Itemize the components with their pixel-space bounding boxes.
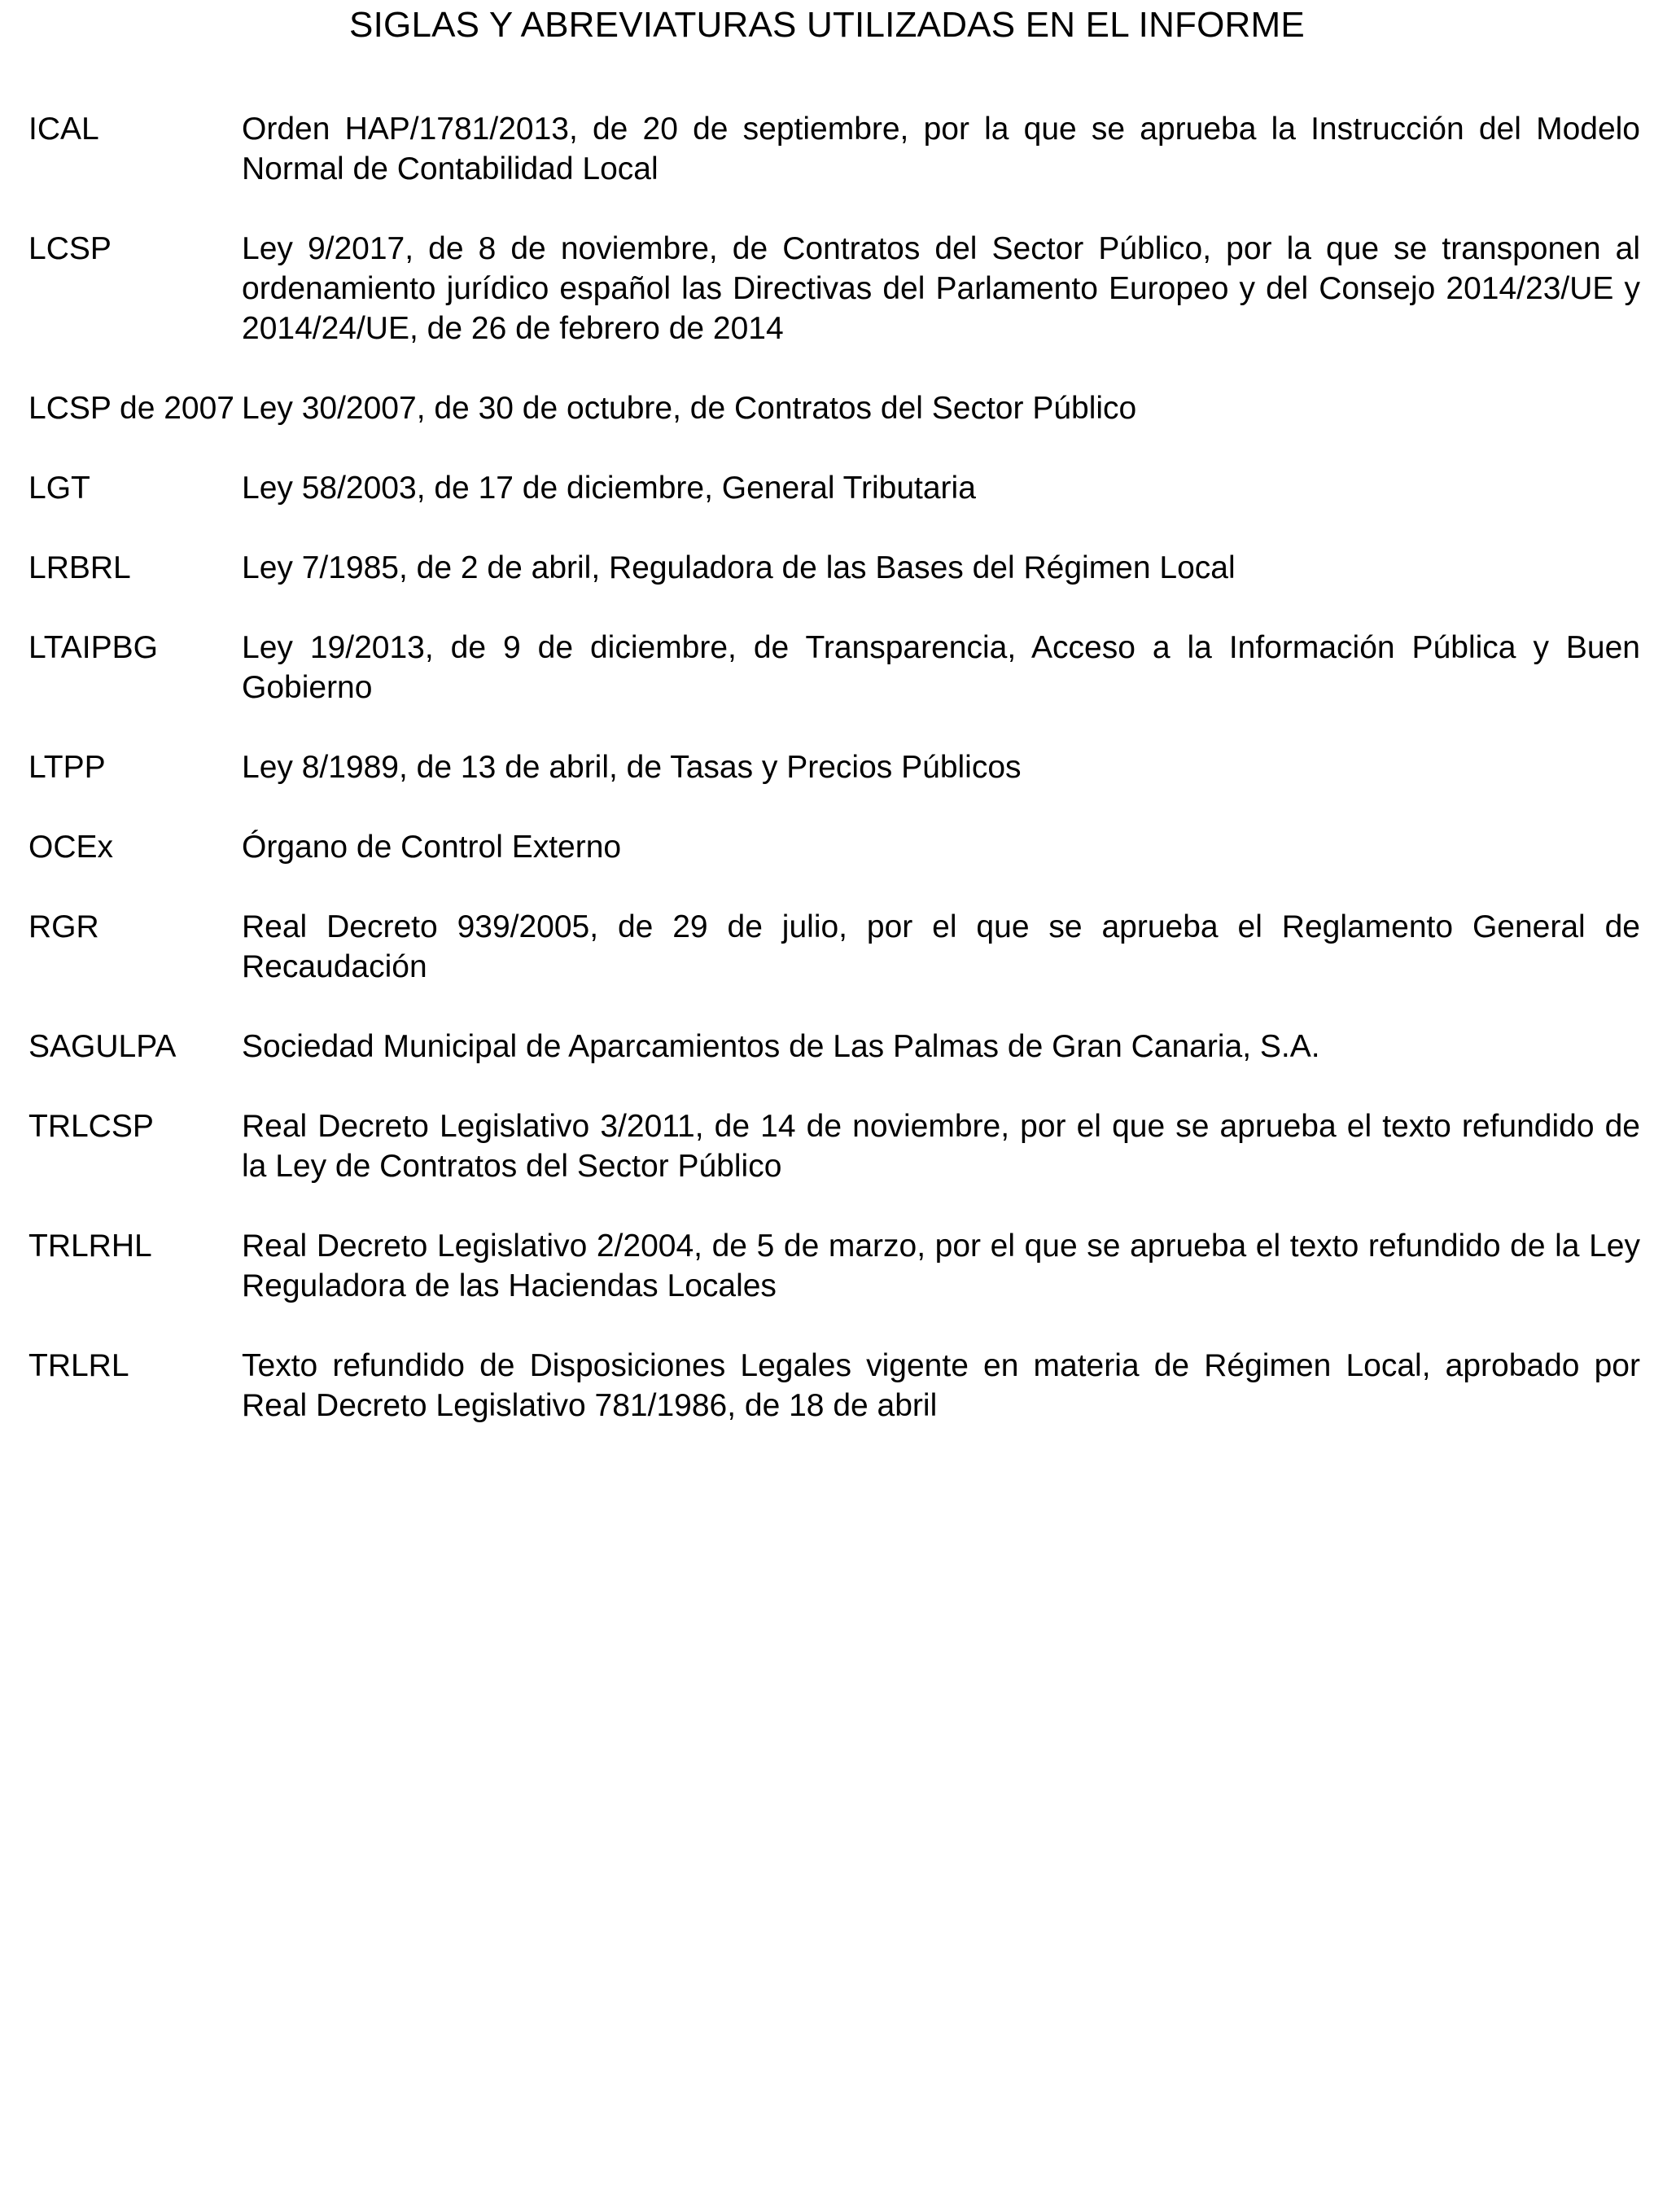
- abbreviations-list: [28, 109, 1640, 1465]
- abbreviation-definition: Real Decreto Legislativo 3/2011, de 14 de noviembre, por el que se aprueba el texto refundido de la Ley de Contratos del Sector Público: [242, 1109, 1640, 1184]
- abbreviation-definition: Órgano de Control Externo: [242, 830, 622, 865]
- abbreviation-entry-rgr: [28, 907, 1640, 987]
- abbreviation-term: TRLCSP: [28, 1109, 154, 1144]
- abbreviation-entry-lrbrl: [28, 548, 1640, 588]
- abbreviation-definition: Texto refundido de Disposiciones Legales vigente en materia de Régimen Local, aprobado por Real Decreto Legislativo 781/1986, de 18 de abril: [242, 1348, 1640, 1423]
- abbreviation-entry-trlcsp: [28, 1106, 1640, 1186]
- abbreviation-term: ICAL: [28, 112, 99, 147]
- abbreviation-term: RGR: [28, 909, 99, 944]
- abbreviation-term: TRLRHL: [28, 1229, 152, 1264]
- abbreviation-definition: Real Decreto 939/2005, de 29 de julio, por el que se aprueba el Reglamento General de Recaudación: [242, 909, 1640, 984]
- abbreviation-entry-lgt: [28, 468, 1640, 508]
- abbreviation-definition: Orden HAP/1781/2013, de 20 de septiembre, por la que se aprueba la Instrucción del Modelo Normal de Contabilidad Local: [242, 112, 1640, 186]
- abbreviation-term: LCSP: [28, 231, 112, 266]
- page-title: SIGLAS Y ABREVIATURAS UTILIZADAS EN EL INFORME: [349, 5, 1305, 45]
- abbreviation-term: TRLRL: [28, 1348, 129, 1383]
- abbreviation-term: LTPP: [28, 750, 106, 785]
- abbreviation-entry-ltaipbg: [28, 628, 1640, 707]
- abbreviation-definition: Ley 30/2007, de 30 de octubre, de Contratos del Sector Público: [242, 391, 1137, 426]
- abbreviation-definition: Ley 9/2017, de 8 de noviembre, de Contratos del Sector Público, por la que se transponen al ordenamiento jurídico español las Directivas del Parlamento Europeo y del Consejo 2014/23/UE y 2014/24/UE, de 26 de febrero de 2014: [242, 231, 1640, 346]
- abbreviation-definition: Sociedad Municipal de Aparcamientos de Las Palmas de Gran Canaria, S.A.: [242, 1029, 1320, 1064]
- abbreviation-term: LGT: [28, 471, 90, 506]
- abbreviation-term: LTAIPBG: [28, 630, 158, 665]
- abbreviation-definition: Ley 19/2013, de 9 de diciembre, de Transparencia, Acceso a la Información Pública y Buen Gobierno: [242, 630, 1640, 705]
- abbreviation-entry-sagulpa: [28, 1027, 1640, 1067]
- abbreviation-definition: Ley 8/1989, de 13 de abril, de Tasas y Precios Públicos: [242, 750, 1022, 785]
- abbreviation-entry-ical: [28, 109, 1640, 189]
- abbreviation-term: OCEx: [28, 830, 114, 865]
- abbreviation-entry-ltpp: [28, 747, 1640, 787]
- abbreviation-term: LCSP de 2007: [28, 391, 234, 426]
- abbreviation-term: LRBRL: [28, 550, 131, 585]
- abbreviation-entry-trlrl: [28, 1346, 1640, 1426]
- abbreviation-definition: Ley 58/2003, de 17 de diciembre, General Tributaria: [242, 471, 976, 506]
- abbreviation-entry-ocex: [28, 827, 1640, 867]
- abbreviation-definition: Real Decreto Legislativo 2/2004, de 5 de marzo, por el que se aprueba el texto refundido de la Ley Reguladora de las Haciendas Locales: [242, 1229, 1640, 1303]
- abbreviation-entry-lcsp-2007: [28, 388, 1640, 428]
- abbreviation-entry-trlrhl: [28, 1226, 1640, 1306]
- abbreviation-entry-lcsp: [28, 229, 1640, 348]
- abbreviation-definition: Ley 7/1985, de 2 de abril, Reguladora de las Bases del Régimen Local: [242, 550, 1236, 585]
- abbreviation-term: SAGULPA: [28, 1029, 177, 1064]
